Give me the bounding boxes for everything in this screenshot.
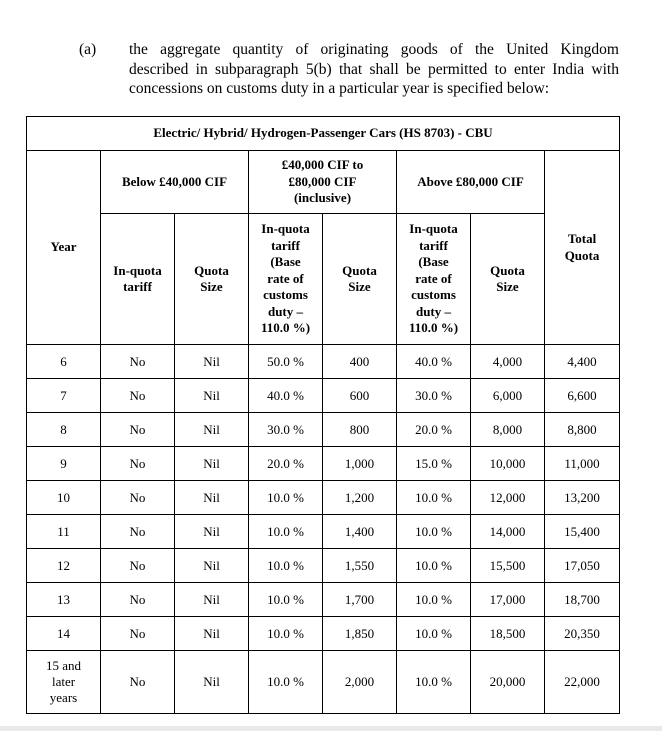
above-quota-size-cell: 12,000 — [471, 481, 545, 515]
table-row — [27, 481, 620, 515]
below-in-quota-tariff-header: In-quota tariff — [101, 214, 175, 345]
year-cell: 15 and later years — [27, 651, 101, 714]
table-caption: Electric/ Hybrid/ Hydrogen-Passenger Cars (HS 8703) - CBU — [27, 117, 620, 151]
above-quota-size-cell: 14,000 — [471, 515, 545, 549]
total-quota-cell: 8,800 — [545, 413, 620, 447]
above-in-quota-tariff-cell: 10.0 % — [397, 617, 471, 651]
below-in-quota-tariff-cell: No — [101, 379, 175, 413]
above-in-quota-tariff-cell: 20.0 % — [397, 413, 471, 447]
total-quota-cell: 11,000 — [545, 447, 620, 481]
mid-in-quota-tariff-cell: 30.0 % — [249, 413, 323, 447]
above-in-quota-tariff-cell: 10.0 % — [397, 481, 471, 515]
paragraph-a — [0, 40, 662, 102]
mid-quota-size-cell: 400 — [323, 345, 397, 379]
below-in-quota-tariff-cell: No — [101, 617, 175, 651]
above-in-quota-tariff-cell: 10.0 % — [397, 515, 471, 549]
total-quota-cell: 22,000 — [545, 651, 620, 714]
page-edge — [0, 726, 662, 731]
below-quota-size-cell: Nil — [175, 651, 249, 714]
group-header-above: Above £80,000 CIF — [397, 151, 545, 214]
quota-table — [26, 116, 620, 714]
mid-quota-size-cell: 1,850 — [323, 617, 397, 651]
below-quota-size-cell: Nil — [175, 481, 249, 515]
above-quota-size-header: Quota Size — [471, 214, 545, 345]
total-quota-cell: 18,700 — [545, 583, 620, 617]
above-in-quota-tariff-cell: 10.0 % — [397, 651, 471, 714]
above-quota-size-cell: 17,000 — [471, 583, 545, 617]
mid-quota-size-header: Quota Size — [323, 214, 397, 345]
below-in-quota-tariff-cell: No — [101, 481, 175, 515]
above-quota-size-cell: 15,500 — [471, 549, 545, 583]
table-row — [27, 651, 620, 714]
mid-quota-size-cell: 1,000 — [323, 447, 397, 481]
table-row — [27, 583, 620, 617]
table-row — [27, 447, 620, 481]
table-row — [27, 617, 620, 651]
mid-in-quota-tariff-cell: 50.0 % — [249, 345, 323, 379]
total-quota-cell: 20,350 — [545, 617, 620, 651]
below-quota-size-header: Quota Size — [175, 214, 249, 345]
table-row — [27, 379, 620, 413]
total-quota-cell: 15,400 — [545, 515, 620, 549]
paragraph-text — [129, 40, 619, 99]
mid-quota-size-cell: 1,200 — [323, 481, 397, 515]
table-row — [27, 515, 620, 549]
paragraph-line: the aggregate quantity of originating goods of the United Kingdom — [129, 41, 619, 58]
above-in-quota-tariff-cell: 10.0 % — [397, 549, 471, 583]
mid-quota-size-cell: 1,700 — [323, 583, 397, 617]
above-quota-size-cell: 8,000 — [471, 413, 545, 447]
total-quota-header: Total Quota — [545, 151, 620, 345]
year-cell: 8 — [27, 413, 101, 447]
below-quota-size-cell: Nil — [175, 549, 249, 583]
below-quota-size-cell: Nil — [175, 617, 249, 651]
mid-quota-size-cell: 2,000 — [323, 651, 397, 714]
total-quota-cell: 4,400 — [545, 345, 620, 379]
above-in-quota-tariff-cell: 10.0 % — [397, 583, 471, 617]
table-body — [27, 345, 620, 714]
below-quota-size-cell: Nil — [175, 413, 249, 447]
below-in-quota-tariff-cell: No — [101, 651, 175, 714]
total-quota-cell: 13,200 — [545, 481, 620, 515]
mid-in-quota-tariff-cell: 10.0 % — [249, 617, 323, 651]
year-cell: 10 — [27, 481, 101, 515]
above-in-quota-tariff-cell: 30.0 % — [397, 379, 471, 413]
table-row — [27, 413, 620, 447]
mid-quota-size-cell: 1,400 — [323, 515, 397, 549]
paragraph-label: (a) — [79, 41, 97, 58]
above-in-quota-tariff-header: In-quota tariff (Base rate of customs duty – 110.0 %) — [397, 214, 471, 345]
below-quota-size-cell: Nil — [175, 345, 249, 379]
year-cell: 13 — [27, 583, 101, 617]
table-row — [27, 549, 620, 583]
below-in-quota-tariff-cell: No — [101, 549, 175, 583]
below-in-quota-tariff-cell: No — [101, 345, 175, 379]
paragraph-line: concessions on customs duty in a particular year is specified below: — [129, 80, 550, 97]
below-in-quota-tariff-cell: No — [101, 447, 175, 481]
mid-in-quota-tariff-cell: 10.0 % — [249, 481, 323, 515]
year-cell: 14 — [27, 617, 101, 651]
total-quota-cell: 6,600 — [545, 379, 620, 413]
below-in-quota-tariff-cell: No — [101, 583, 175, 617]
year-header: Year — [27, 151, 101, 345]
mid-in-quota-tariff-cell: 10.0 % — [249, 515, 323, 549]
above-in-quota-tariff-cell: 15.0 % — [397, 447, 471, 481]
above-quota-size-cell: 20,000 — [471, 651, 545, 714]
above-quota-size-cell: 4,000 — [471, 345, 545, 379]
mid-in-quota-tariff-header: In-quota tariff (Base rate of customs duty – 110.0 %) — [249, 214, 323, 345]
below-quota-size-cell: Nil — [175, 583, 249, 617]
mid-in-quota-tariff-cell: 10.0 % — [249, 651, 323, 714]
mid-in-quota-tariff-cell: 20.0 % — [249, 447, 323, 481]
total-quota-cell: 17,050 — [545, 549, 620, 583]
group-header-mid: £40,000 CIF to £80,000 CIF (inclusive) — [249, 151, 397, 214]
mid-in-quota-tariff-cell: 10.0 % — [249, 583, 323, 617]
mid-quota-size-cell: 600 — [323, 379, 397, 413]
group-header-below: Below £40,000 CIF — [101, 151, 249, 214]
above-quota-size-cell: 10,000 — [471, 447, 545, 481]
below-in-quota-tariff-cell: No — [101, 515, 175, 549]
below-quota-size-cell: Nil — [175, 447, 249, 481]
above-quota-size-cell: 6,000 — [471, 379, 545, 413]
year-cell: 7 — [27, 379, 101, 413]
mid-in-quota-tariff-cell: 10.0 % — [249, 549, 323, 583]
year-cell: 6 — [27, 345, 101, 379]
above-in-quota-tariff-cell: 40.0 % — [397, 345, 471, 379]
year-cell: 12 — [27, 549, 101, 583]
above-quota-size-cell: 18,500 — [471, 617, 545, 651]
below-quota-size-cell: Nil — [175, 515, 249, 549]
year-cell: 9 — [27, 447, 101, 481]
year-cell: 11 — [27, 515, 101, 549]
mid-quota-size-cell: 1,550 — [323, 549, 397, 583]
mid-in-quota-tariff-cell: 40.0 % — [249, 379, 323, 413]
below-quota-size-cell: Nil — [175, 379, 249, 413]
mid-quota-size-cell: 800 — [323, 413, 397, 447]
paragraph-line: described in subparagraph 5(b) that shall be permitted to enter India with — [129, 60, 619, 78]
below-in-quota-tariff-cell: No — [101, 413, 175, 447]
table-row — [27, 345, 620, 379]
